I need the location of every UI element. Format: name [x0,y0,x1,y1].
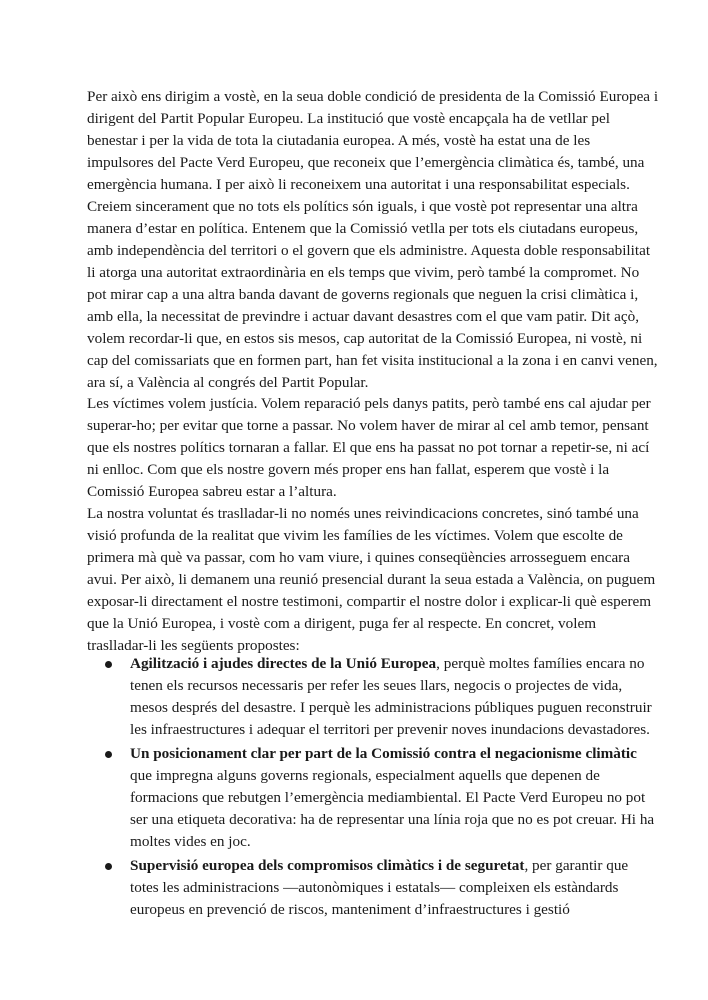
bullet-icon [105,751,112,758]
text-line: ni enlloc. Com que els nostre govern més proper ens han fallat, esperem que vostè i la [87,461,610,478]
text-line: Comissió Europea sabreu estar a l’altura. [87,483,337,500]
text-line: benestar i per la vida de tota la ciutadania europea. A més, vostè ha estat una de les [87,132,591,149]
paragraph-proposals-intro [87,503,656,657]
text-line: moltes vides en joc. [130,833,251,850]
bullet-icon [105,661,112,668]
text-line: que els nostres polítics tornaran a fallar. El que ens ha passat no pot tornar a repetir-se, ni ací [87,439,650,456]
bullet-icon [105,863,112,870]
text-line: formacions que rebutgen l’emergència mediambiental. El Pacte Verd Europeu no pot [130,789,646,806]
text-fragment: , per garantir que [524,857,629,874]
text-line: que la Unió Europea, i vostè com a dirigent, puga fer al respecte. En concret, volem [87,615,597,632]
text-line: avui. Per això, li demanem una reunió presencial durant la seua estada a València, on puguem [87,571,656,588]
text-line: tenen els recursos necessaris per refer les seues llars, negocis o projectes de vida, [130,677,623,694]
text-line [130,743,660,765]
text-line: dirigent del Partit Popular Europeu. La institució que vostè encapçala ha de vetllar pel [87,110,610,127]
text-line: manera d’estar en política. Entenem que la Comissió vetlla per tots els ciutadans europeus, [87,220,639,237]
text-line: cap del comissariats que en formen part, han fet visita institucional a la zona i en canvi venen, [87,352,658,369]
proposal-title: Supervisió europea dels compromisos climàtics i de seguretat [130,857,525,874]
proposal-title: Agilització i ajudes directes de la Unió Europea [130,655,437,672]
paragraph-intro [87,86,659,196]
proposal-title: Un posicionament clar per part de la Comissió contra el negacionisme climàtic [130,745,637,762]
text-line: les infraestructures i adequar el territori per prevenir noves inundacions devastadores. [130,721,650,738]
text-line: ser una etiqueta decorativa: ha de representar una línia roja que no es pot creuar. Hi ha [130,811,655,828]
text-line: superar-ho; per evitar que torne a passar. No volem haver de mirar al cel amb temor, pensant [87,417,649,434]
text-fragment: , perquè moltes famílies encara no [436,655,645,672]
text-line: exposar-li directament el nostre testimoni, compartir el nostre dolor i explicar-li què esperem [87,593,652,610]
text-line: traslladar-li les següents propostes: [87,637,300,654]
text-line: emergència humana. I per això li reconeixem una autoritat i una responsabilitat especials. [87,176,630,193]
text-line: mesos després del desastre. I perquè les administracions públiques puguen reconstruir [130,699,652,716]
text-line: amb ella, la necessitat de previndre i actuar davant desastres com el que vam patir. Dit açò, [87,308,640,325]
text-line: Per això ens dirigim a vostè, en la seua doble condició de presidenta de la Comissió Europea i [87,88,659,105]
text-line: pot mirar cap a una altra banda davant de governs regionals que neguen la crisi climàtica i, [87,286,639,303]
text-line: impulsores del Pacte Verd Europeu, que reconeix que l’emergència climàtica és, també, una [87,154,645,171]
text-line: amb independència del territori o el govern que els administre. Aquesta doble responsabilitat [87,242,651,259]
text-line: europeus en prevenció de riscos, manteniment d’infraestructures i gestió [130,901,570,918]
paragraph-politics [87,196,658,394]
text-line [130,855,660,877]
text-line: primera mà què va passar, com ho vam viure, i quines conseqüències arrosseguem encara [87,549,630,566]
text-line: Creiem sincerament que no tots els polítics són iguals, i que vostè pot representar una altra [87,198,638,215]
text-line [130,653,660,675]
text-line: Les víctimes volem justícia. Volem reparació pels danys patits, però també ens cal ajudar per [87,395,651,412]
text-line: que impregna alguns governs regionals, especialment aquells que depenen de [130,767,600,784]
text-line: li atorga una autoritat extraordinària en els temps que vivim, però també la compromet. No [87,264,640,281]
text-line: volem recordar-li que, en estos sis mesos, cap autoritat de la Comissió Europea, ni vostè, ni [87,330,643,347]
text-line: visió profunda de la realitat que vivim les famílies de les víctimes. Volem que escolte de [87,527,623,544]
text-line: totes les administracions —autonòmiques i estatals— compleixen els estàndards [130,879,619,896]
text-line: ara sí, a València al congrés del Partit Popular. [87,374,369,391]
paragraph-justice [87,393,651,503]
text-line: La nostra voluntat és traslladar-li no només unes reivindicacions concretes, sinó també una [87,505,639,522]
